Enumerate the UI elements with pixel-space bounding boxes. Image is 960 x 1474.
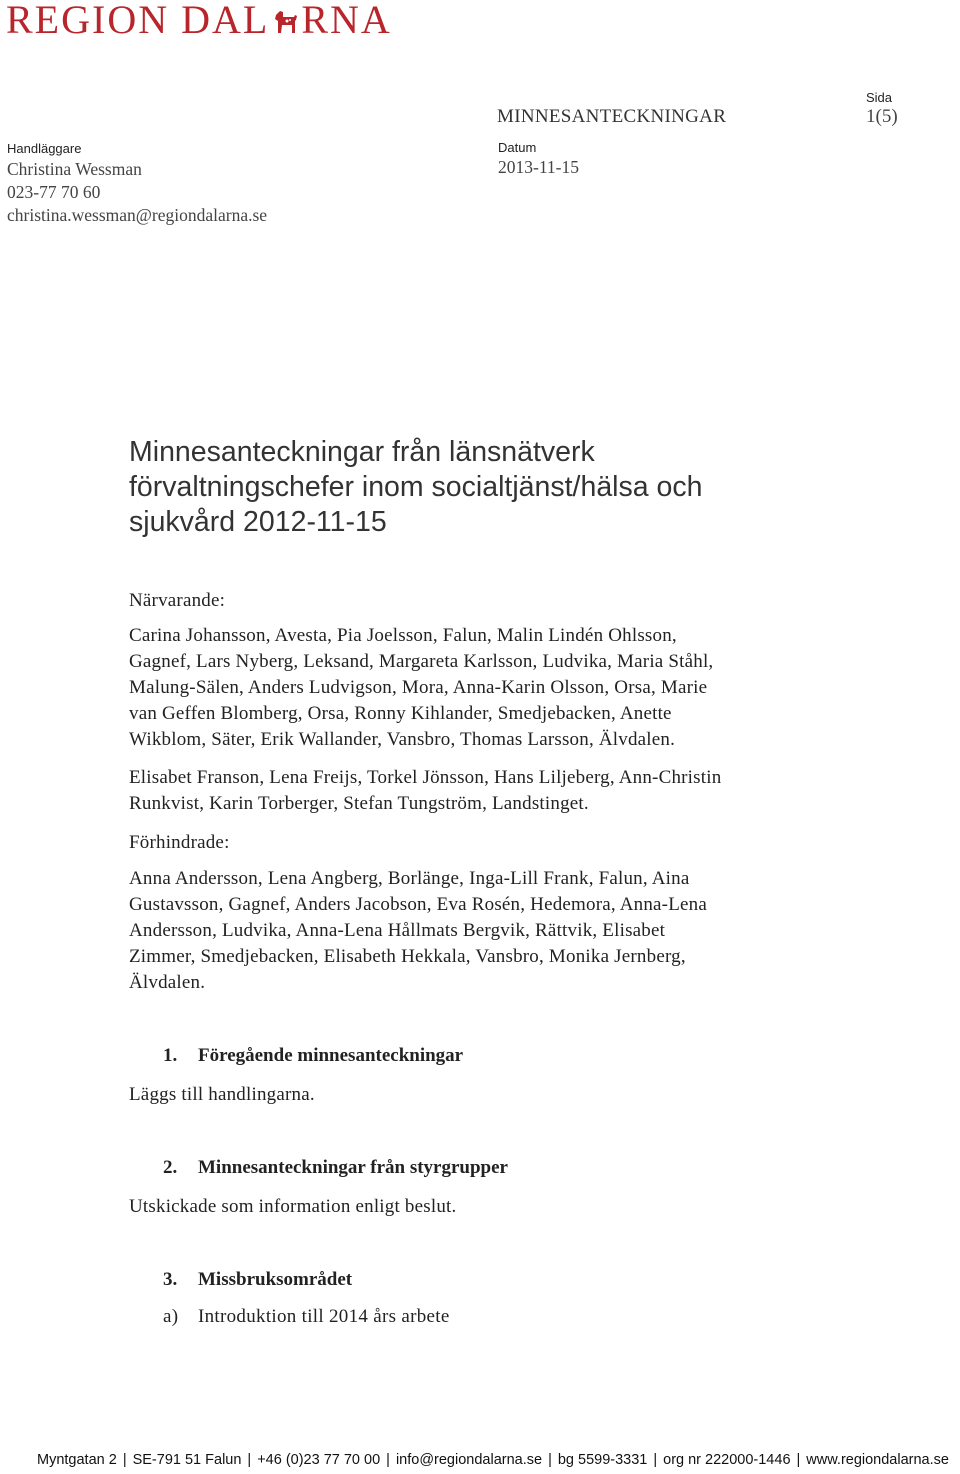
section-title: Minnesanteckningar från styrgrupper [198,1157,508,1178]
footer-separator: | [796,1452,801,1468]
attendee-line: Wikblom, Säter, Erik Wallander, Vansbro, Thomas Larsson, Älvdalen. [129,729,676,750]
section-text: Läggs till handlingarna. [129,1084,315,1105]
handlaggare-label: Handläggare [7,141,82,156]
footer-separator: | [653,1452,658,1468]
forhindrade-list [129,866,859,996]
absentee-line: Gustavsson, Gagnef, Anders Jacobson, Eva Rosén, Hedemora, Anna-Lena [129,894,707,915]
datum-value: 2013-11-15 [498,157,580,177]
handlaggare-name: Christina Wessman [7,159,142,179]
logo-text-end: RNA [301,0,392,42]
section-title: Föregående minnesanteckningar [198,1045,464,1066]
attendee-line: Gagnef, Lars Nyberg, Leksand, Margareta Karlsson, Ludvika, Maria Ståhl, [129,651,714,672]
subsection-letter: a) [163,1306,179,1327]
landsting-list [129,765,859,817]
section-text: Utskickade som information enligt beslut. [129,1196,457,1217]
title-line: förvaltningschefer inom socialtjänst/hälsa och [129,471,703,503]
title-line: sjukvård 2012-11-15 [129,506,387,538]
footer-postal: SE-791 51 Falun [132,1452,242,1468]
section-heading [163,1269,352,1291]
footer-separator: | [122,1452,127,1468]
footer-separator: | [386,1452,390,1468]
footer-website[interactable]: www.regiondalarna.se [806,1452,949,1468]
subsection-heading [163,1306,450,1328]
section-heading [163,1157,508,1179]
footer-separator: | [247,1452,252,1468]
footer-address: Myntgatan 2 [37,1452,117,1468]
attendee-line: van Geffen Blomberg, Orsa, Ronny Kihlander, Smedjebacken, Anette [129,703,672,724]
footer-phone: +46 (0)23 77 70 00 [257,1452,381,1468]
subsection-title: Introduktion till 2014 års arbete [198,1306,450,1327]
section-number: 2. [163,1157,178,1178]
attendee-line: Runkvist, Karin Torberger, Stefan Tungström, Landstinget. [129,793,589,814]
attendee-line: Elisabet Franson, Lena Freijs, Torkel Jönsson, Hans Liljeberg, Ann-Christin [129,767,722,788]
document-type: MINNESANTECKNINGAR [497,106,727,127]
sida-label: Sida [866,90,893,105]
footer-org-number: org nr 222000-1446 [663,1452,791,1468]
region-dalarna-logo [6,0,392,47]
footer-email[interactable]: info@regiondalarna.se [395,1452,543,1468]
section-number: 3. [163,1269,178,1290]
section-number: 1. [163,1045,178,1066]
footer-separator: | [548,1452,552,1468]
section-title: Missbruksområdet [198,1269,353,1290]
forhindrade-label: Förhindrade: [129,832,230,853]
absentee-line: Andersson, Ludvika, Anna-Lena Hållmats Bergvik, Rättvik, Elisabet [129,920,666,941]
handlaggare-email[interactable]: christina.wessman@regiondalarna.se [7,205,268,225]
logo-text-start: REGION DAL [6,0,270,42]
page-footer [37,1452,949,1468]
title-line: Minnesanteckningar från länsnätverk [129,436,595,468]
sida-value: 1(5) [866,106,898,127]
footer-bankgiro: bg 5599-3331 [557,1452,648,1468]
attendee-line: Malung-Sälen, Anders Ludvigson, Mora, Anna-Karin Olsson, Orsa, Marie [129,677,708,698]
attendee-line: Carina Johansson, Avesta, Pia Joelsson, Falun, Malin Lindén Ohlsson, [129,625,677,646]
document-title [129,435,889,540]
section-heading [163,1045,463,1067]
absentee-line: Älvdalen. [129,972,206,993]
dala-horse-icon [270,0,300,47]
handlaggare-phone: 023-77 70 60 [7,182,101,202]
absentee-line: Anna Andersson, Lena Angberg, Borlänge, Inga-Lill Frank, Falun, Aina [129,868,690,889]
datum-label: Datum [498,140,537,155]
narvarande-list [129,623,859,753]
absentee-line: Zimmer, Smedjebacken, Elisabeth Hekkala, Vansbro, Monika Jernberg, [129,946,686,967]
narvarande-label: Närvarande: [129,590,226,611]
